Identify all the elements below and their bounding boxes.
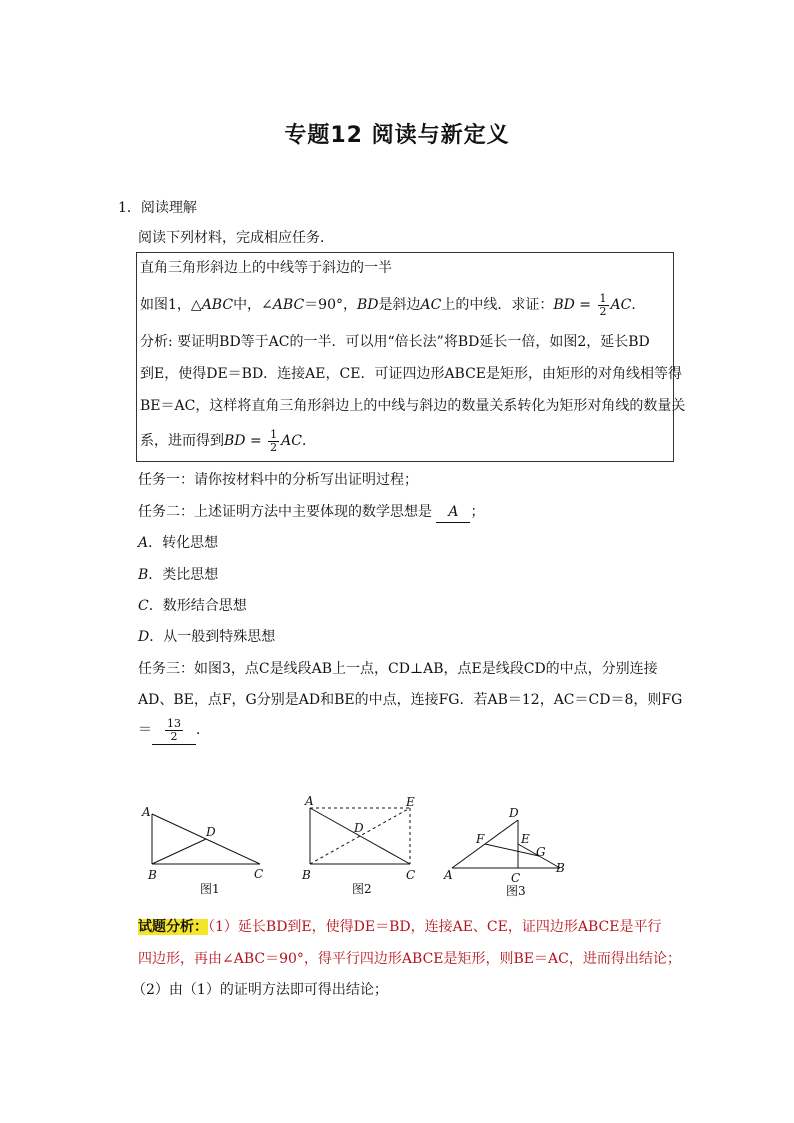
fig1-caption: 图1 [200, 882, 220, 896]
figure-1 [152, 814, 260, 864]
fig1-label-b: B [148, 868, 157, 882]
fig1-label-a: A [142, 805, 151, 819]
task-two-answer: A [436, 502, 470, 523]
fig2-label-a: A [305, 794, 314, 808]
task-two: 任务二：上述证明方法中主要体现的数学思想是 A ； [138, 502, 484, 523]
intro-text: 阅读下列材料，完成相应任务． [138, 230, 334, 246]
fig3-label-d: D [509, 806, 519, 820]
box-line-1: 直角三角形斜边上的中线等于斜边的一半 [140, 260, 392, 276]
question-heading [118, 198, 197, 218]
analysis-line-1: 试题分析：（1）延长BD到E，使得DE＝BD，连接AE、CE，证四边形ABCE是平行 [138, 919, 662, 935]
fig3-label-c: C [511, 871, 521, 885]
fig1-label-d: D [206, 825, 216, 839]
fraction-one-half: $\frac{1}{2}$ [270, 427, 278, 454]
task-three-line-1: 任务三：如图3，点C是线段AB上一点，CD⊥AB，点E是线段CD的中点，分别连接 [138, 661, 658, 677]
option-c: C．数形结合思想 [138, 598, 247, 614]
box-line-2: 如图1，△ABC中，∠ABC＝90°，BD是斜边AC上的中线．求证：BD = $\frac{1}{2}$ AC． [140, 291, 646, 318]
box-line-6: 系，进而得到BD = $\frac{1}{2}$ AC． [140, 427, 316, 454]
fig1-label-c: C [254, 867, 264, 881]
fig2-label-c: C [406, 868, 416, 882]
fig2-caption: 图2 [352, 882, 372, 896]
fig2-label-d: D [354, 821, 364, 835]
analysis-tag: 试题分析： [138, 919, 208, 935]
analysis-line-2: 四边形，再由∠ABC＝90°，得平行四边形ABCE是矩形，则BE＝AC，进而得出结论； [138, 951, 681, 967]
figure-2 [310, 808, 410, 864]
option-b: B．类比思想 [138, 567, 219, 583]
fig3-label-a: A [444, 868, 453, 882]
fig3-label-e: E [521, 832, 530, 846]
question-number: 1． [118, 200, 141, 216]
task-one: 任务一：请你按材料中的分析写出证明过程； [138, 472, 418, 488]
page-title: 专题12 阅读与新定义 [284, 123, 510, 148]
geometry-figures [130, 792, 590, 902]
fig3-label-b: B [556, 861, 565, 875]
fig3-caption: 图3 [506, 884, 526, 898]
fig3-label-f: F [476, 832, 485, 846]
fig3-label-g: G [536, 845, 546, 859]
option-a: A．转化思想 [138, 535, 219, 551]
option-d: D．从一般到特殊思想 [138, 629, 276, 645]
question-title: 阅读理解 [140, 200, 197, 216]
box-line-3: 分析: 要证明BD等于AC的一半．可以用“倍长法”将BD延长一倍，如图2，延长BD [140, 334, 650, 350]
task-three-line-2: AD、BE，点F，G分别是AD和BE的中点，连接FG．若AB＝12，AC＝CD＝8，则FG [138, 692, 683, 708]
fig2-label-b: B [302, 868, 311, 882]
fraction-one-half: $\frac{1}{2}$ [599, 291, 607, 318]
box-line-5: BE＝AC，这样将直角三角形斜边上的中线与斜边的数量关系转化为矩形对角线的数量关 [140, 398, 686, 414]
fraction-thirteen-halves: $\frac{13}{2}$ [167, 716, 181, 743]
fig2-label-e: E [406, 795, 415, 809]
figure-3 [452, 820, 560, 868]
task-three-answer: ＝ $\frac{13}{2}$ ． [138, 716, 210, 745]
box-line-4: 到E，使得DE＝BD．连接AE，CE．可证四边形ABCE是矩形，由矩形的对角线相等得 [140, 366, 683, 382]
analysis-line-3: （2）由（1）的证明方法即可得出结论； [132, 982, 388, 998]
